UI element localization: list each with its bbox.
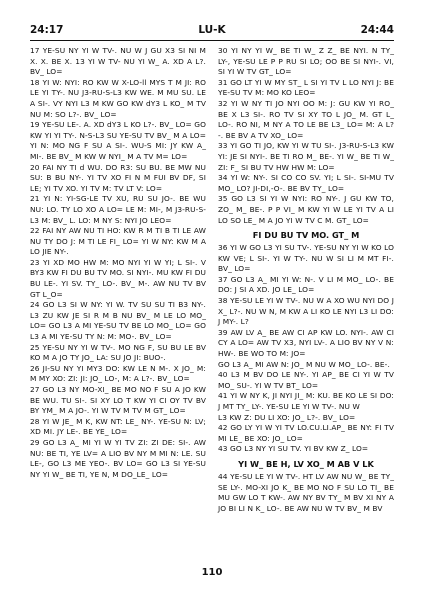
verse-paragraph: 25 YE-SU NY YI W TV-. MO NG F, SU BU LE BV KO M A JO TY JO_ LA: SU JO JI: BUO-. [30, 342, 206, 363]
verse-paragraph: 23 YI XD MO HW M: MO NYI YI W YI; L SI-. V BY3 KW FI DU BU TV MO. SI NYI-. MU KW FI DU BU LE-. YI SV. TY_ LO-. BV_ M-. AW NU TV BV GT L_O= [30, 257, 206, 299]
verse-paragraph: 41 YI W NY K, JI NYI JI_ M: KU. BE KO LE SI DO: J MT TY_ LY-. YE-SU LE YI W TV-. NU W [218, 391, 394, 411]
page-number: 110 [201, 567, 223, 578]
verse-paragraph: 24 GO L3 SI W NY: YI W. TV SU SU TI B3 NY-. L3 ZU KW JE SI R M B NU BV_ M LE LO MO_ LO= GO L3 A MI YE-SU TV BE LO MO_ LO= GO L3 A MI YE-SU TY N: M: MO-. BV_ LO= [30, 300, 206, 342]
verse-paragraph: 44 YE-SU LE YI W TV-. HT LV AW NU W_ BE TY_ SE LY-. MO-XI JO K_ BE MO NO F SU LO TI_ BE MU GW LO T KW-. AW NY BV TY_ M BV XI NY A JO BI LI N K_ LO-. BE AW NU W TV BV_ M BV [218, 471, 394, 513]
verse-paragraph: 29 GO L3 A_ MI YI W YI TV ZI: ZI DE: SI-. AW NU: BE TI, YE LV= A LIO BV NY M MI N: LE. SU LE-, GO L3 ME YEO-. BV LO= GO L3 SI YE-SU NY YI W_ BE TI, YE N, M DO_LE_ LO= [30, 437, 206, 479]
verse-paragraph: 22 FAI NY AW NU TI HO: KW R M TI B TI LE AW NU TY DO J: M TI LE FI_ LO= YI W NY: KW M A LO JIE NY-. [30, 226, 206, 257]
verse-paragraph: 36 YI W GO L3 YI SU TV-. YE-SU NY YI W KO LO KW VE; L SI-. YI W TY-. NU W SI LI M MT FI-. BV_ LO= [218, 243, 394, 274]
verse-paragraph: 26 JI-SU NY YI MY3 DO: KW LE N M-. X JO_ M: M MY XO: ZI: JI: JO_ LO-, M: A L?-. BV_ LO= [30, 363, 206, 384]
verse-paragraph: 43 GO L3 NY YI SU TV. YI BV KW Z_ LO= [218, 444, 369, 454]
header-verse-range-end: 24:44 [360, 24, 394, 36]
verse-paragraph: L3 KW Z: DU LI XO: JO_ L?-. BV_ LO= [218, 412, 356, 422]
section-heading: FI DU BU TV MO. GT_ M [252, 230, 360, 241]
page-header [30, 24, 394, 38]
verse-paragraph: 37 GO L3 A_ MI YI W: N-. V LI M MO_ LO-. BE DO: J SI A XD. JO LE_ LO= [218, 274, 394, 295]
section-heading: YI W_ BE H, LV XO_ M AB V LK [238, 458, 374, 469]
verse-paragraph: 19 YE-SU LE-. A. XD dY3 L KO L?-. BV_ LO= GO KW YI YI TY-. N-S-L3 SU YE-SU TV BV_ M A LO= YI N: MO NG F SU A SI-. WU-S MI: JY KW A_ MI-. BE BV_ M KW W NYI_ M A TV M= LO= [30, 120, 206, 161]
verse-paragraph: 33 YI GO TI JO, KW YI W TU SI-. J3-RU-S-L3 KW YI: JE SI NYI-. BE TI RO M_ BE-. YI W_ BE TI W_ ZI: F_ SI BU TV HW HW M: LO= [218, 141, 394, 172]
verse-paragraph: 34 YI W: NY-. SI CO CO SV. YI; L SI-. SI-MU TV MO_ LO? JI-DI,-O-. BE BV TY_ LO= [218, 173, 394, 193]
verse-paragraph: 17 YE-SU NY YI W TV-. NU W J GU X3 SI NI M X. X. BE X. 13 YI W TV- NU YI W_ A. XD A L?. BV_ LO= [30, 46, 206, 77]
verse-paragraph: 31 GO LT YI W MY ST_ L SI YI TV L LO NYI J: BE YE-SU TV M: MO KO LEO= [218, 77, 394, 98]
verse-paragraph: 30 YI NY YI W_ BE TI W_ Z Z_ BE NYI. N TY_ LY-, YE-SU LE P P RU SI LO; OO BE SI NYI-. VI, SI YI W TV GT_ LO= [218, 46, 394, 77]
header-rule [30, 40, 394, 41]
verse-paragraph: 39 AW LV A_ BE AW CI AP KW LO. NYI-. AW CI CY A LO= AW TV X3, NYI LV-. A LIO BV NY V N: HW-. BE WO TO M: JO= [218, 327, 394, 359]
verse-paragraph: 40 L3 M BV DO LE NY-. YI AP_ BE CI YI W TV MO_ SU-. YI W TV BT_ LO= [218, 370, 394, 390]
verse-paragraph: 18 YI W: NYI: RO KW W X-LO-ll MYS T M JI: RO LE YI TY-. NU J3-RU-S-L3 KW WE. M MU SU. LE A SI-. VY NYI L3 M KW GO KW dY3 L KO_ M TV NU M: SO L?-. BV_ LO= [30, 77, 206, 119]
verse-paragraph: 28 YI W JE_ M K, KW NT: LE_ NY-. YE-SU N: LV; XD MI. JY LE-. BE YE_ LO= [30, 416, 206, 437]
verse-paragraph: 21 YI N: YI-SG-LE TV XU, RU SU JO-. BE WU NU: LO. TY LO XO A LO= LE M: MI-, M J3-RU-S-L3 M: BV_ L. LO: M NY S: NYI JO LEO= [30, 194, 206, 225]
left-column [30, 46, 206, 480]
verse-paragraph: 38 YE-SU LE YI W TV-. NU W A XO WU NYI DO J X_ L?-. NU W N, M KW A LI KO LE NYI L3 LI DO: J MY-. L? [218, 296, 394, 327]
verse-paragraph: 42 GO LY YI W YI TV LO.CU.LI.AP_ BE NY: FI TV MI LE_ BE XO: JO_ LO= [218, 423, 394, 443]
verse-paragraph: 35 GO L3 SI YI W NYI: RO NY-. J GU KW TO, ZO_ M_ BE-. P P VI_ M KW YI W LE YI TV A LI LO SO LE_ M A JO YI W TV C M. GT_ LO= [218, 194, 394, 225]
verse-paragraph: GO L3 A_ MI AW N: JO_ M NU W MO_ LO-. BE-. [218, 359, 390, 369]
right-column [218, 46, 394, 514]
header-book-name: LU-K [198, 24, 226, 36]
verse-paragraph: 20 FAI NY TI d WU. DO R3: SU BU. BE MW NU SU: B BU NY-. YI TV XO FI N M FUI BV DF, SI LE; YI TV XO. YI TV M: TV LT V: LO= [30, 162, 206, 193]
header-verse-range-start: 24:17 [30, 24, 64, 36]
verse-paragraph: 27 GO L3 NY MO-XI_ BE MO NO F SU A JO KW BE WU. TU SI-. SI XY LO T KW YI CI OY TV BV BY YM_ M A JO-. YI W TV M TV M GT_ LO= [30, 385, 206, 416]
verse-paragraph: 32 YI W NY TI JO NYI OO M: J: GU KW YI RO_ BE X L3 SI-. RO TV SI XY TO L JO_ M. GT L_ LO-. RO NI, M NY A TO LE BE L3_ LO= M: A L?-. BE BV A TV XO_ LO= [218, 98, 394, 140]
